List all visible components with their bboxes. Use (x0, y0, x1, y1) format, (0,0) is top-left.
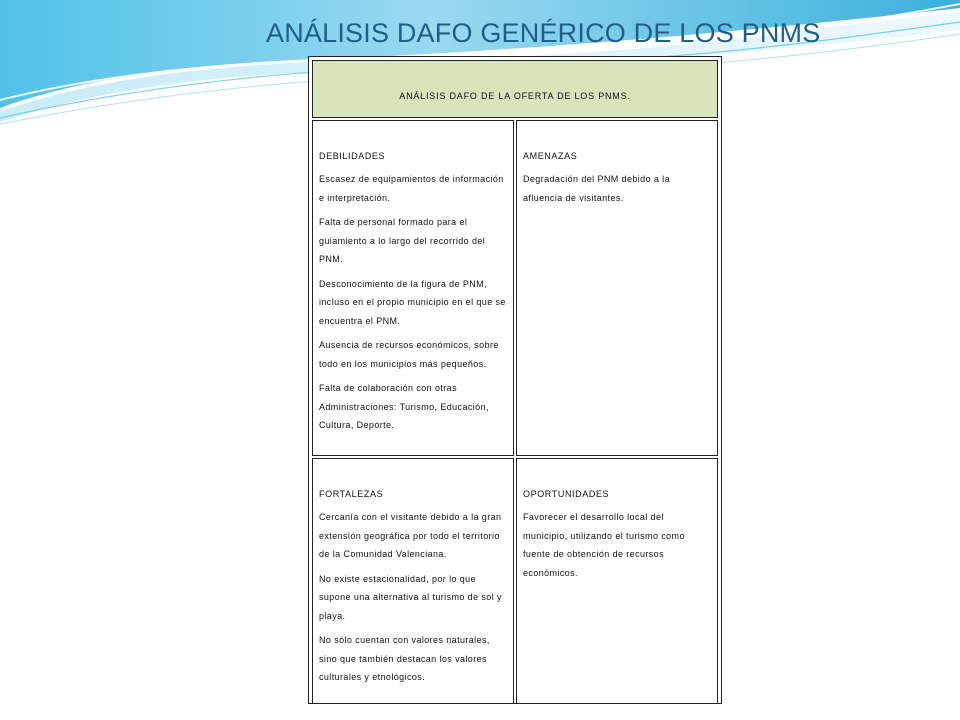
dafo-header: ANÁLISIS DAFO DE LA OFERTA DE LOS PNMS. (312, 60, 718, 118)
amenazas-title: AMENAZAS (523, 151, 578, 161)
fortalezas-item: Cercanía con el visitante debido a la gran extensión geográfica por todo el territorio de la Comunidad Valenciana. (319, 512, 502, 559)
fortalezas-title: FORTALEZAS (319, 489, 384, 499)
oportunidades-item: Favorecer el desarrollo local del municipio, utilizando el turismo como fuente de obtención de recursos económicos. (523, 512, 685, 578)
amenazas-cell (516, 120, 718, 456)
oportunidades-cell (516, 458, 718, 704)
slide-title: ANÁLISIS DAFO GENÉRICO DE LOS PNMS (266, 18, 821, 48)
fortalezas-item: No sólo cuentan con valores naturales, sino que también destacan los valores culturales y etnológicos. (319, 635, 490, 682)
debilidades-item: Falta de colaboración con otras Administraciones: Turismo, Educación, Cultura, Deporte. (319, 383, 489, 430)
oportunidades-title: OPORTUNIDADES (523, 489, 610, 499)
dafo-table (308, 56, 722, 704)
debilidades-title: DEBILIDADES (319, 151, 386, 161)
debilidades-item: Escasez de equipamientos de información e interpretación. (319, 174, 504, 203)
fortalezas-cell (312, 458, 514, 704)
debilidades-item: Falta de personal formado para el guiamiento a lo largo del recorrido del PNM. (319, 217, 486, 264)
debilidades-item: Ausencia de recursos económicos, sobre todo en los municipios más pequeños. (319, 340, 499, 369)
debilidades-item: Desconocimiento de la figura de PNM, incluso en el propio municipio en el que se encuentra el PNM. (319, 278, 506, 326)
debilidades-cell (312, 120, 514, 456)
amenazas-item: Degradación del PNM debido a la afluencia de visitantes. (523, 174, 670, 203)
fortalezas-item: No existe estacionalidad, por lo que supone una alternativa al turismo de sol y playa. (319, 573, 502, 621)
